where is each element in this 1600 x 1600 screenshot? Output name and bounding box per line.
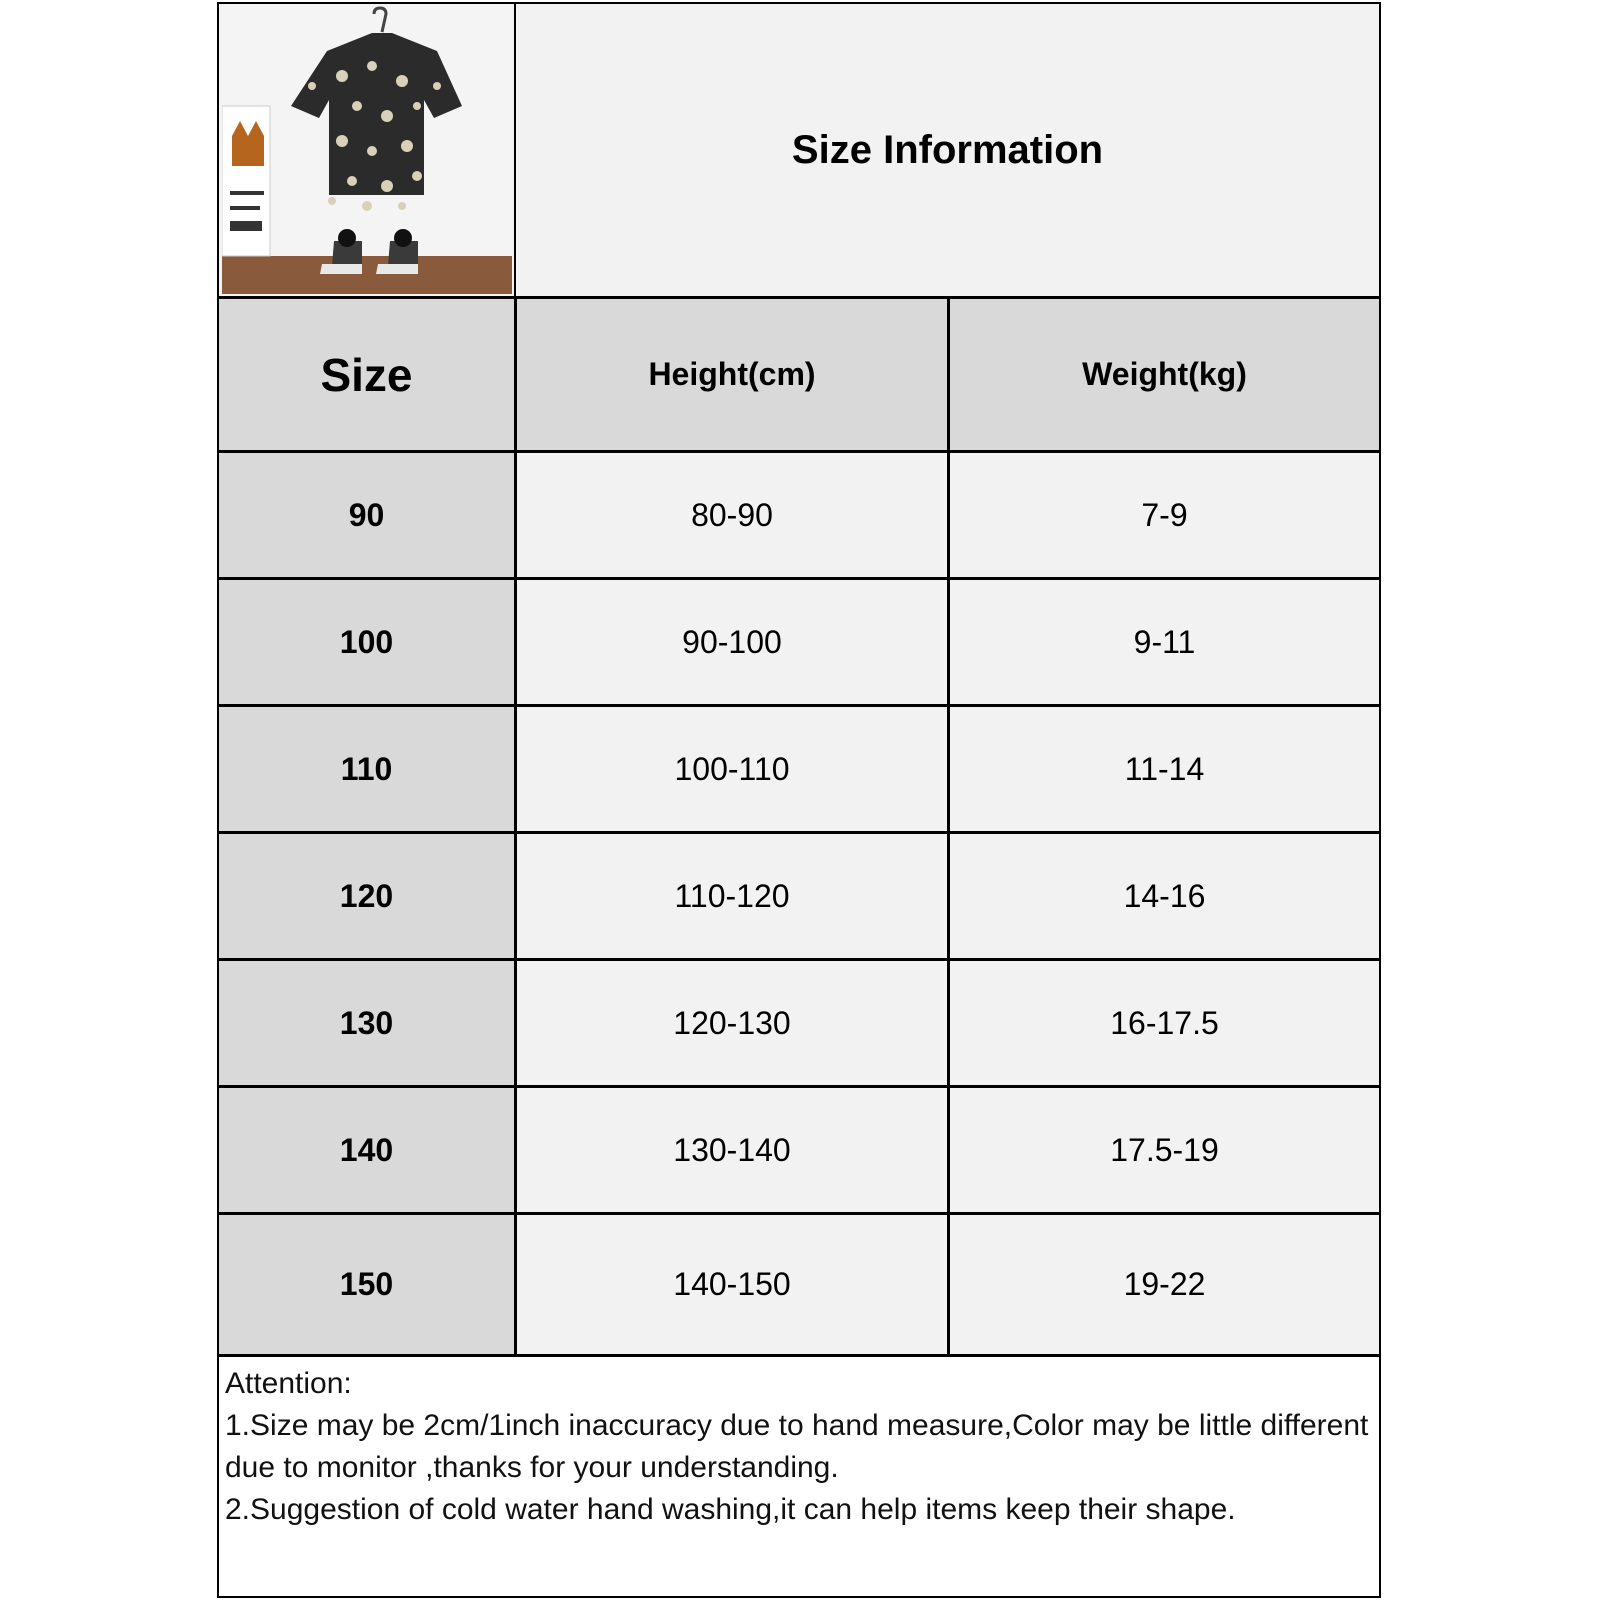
table-row-weight: 16-17.5: [947, 958, 1379, 1085]
table-row-size: 100: [219, 577, 514, 704]
attention-line-2: 2.Suggestion of cold water hand washing,it can help items keep their shape.: [225, 1493, 1236, 1526]
table-row-size: 110: [219, 704, 514, 831]
table-row-height: 110-120: [514, 831, 947, 958]
table-row-height: 90-100: [514, 577, 947, 704]
table-row-weight: 19-22: [947, 1212, 1379, 1354]
title-cell: [514, 4, 1379, 296]
table-row-weight: 14-16: [947, 831, 1379, 958]
table-row-size: 90: [219, 450, 514, 577]
table-row-size: 120: [219, 831, 514, 958]
attention-notes: [219, 1354, 1379, 1596]
header-height: [514, 296, 947, 450]
header-size: [219, 296, 514, 450]
table-row-weight: 7-9: [947, 450, 1379, 577]
attention-line-1: 1.Size may be 2cm/1inch inaccuracy due to hand measure,Color may be little different due to monitor ,thanks for your understanding.: [225, 1409, 1369, 1484]
header-weight: [947, 296, 1379, 450]
attention-heading: Attention:: [225, 1367, 352, 1400]
size-chart-sheet: [217, 2, 1381, 1598]
table-row-height: 80-90: [514, 450, 947, 577]
toddler-shirt-photo-icon: [222, 6, 512, 294]
table-row-height: 130-140: [514, 1085, 947, 1212]
table-row-size: 140: [219, 1085, 514, 1212]
product-photo: [219, 4, 514, 296]
header-size-label: Size: [320, 348, 413, 401]
table-row-weight: 17.5-19: [947, 1085, 1379, 1212]
header-height-label: Height(cm): [648, 356, 816, 392]
table-row-size: 150: [219, 1212, 514, 1354]
table-row-weight: 9-11: [947, 577, 1379, 704]
table-row-weight: 11-14: [947, 704, 1379, 831]
table-row-height: 120-130: [514, 958, 947, 1085]
table-row-size: 130: [219, 958, 514, 1085]
header-weight-label: Weight(kg): [1082, 356, 1247, 392]
page-title: Size Information: [791, 127, 1104, 172]
table-row-height: 140-150: [514, 1212, 947, 1354]
table-row-height: 100-110: [514, 704, 947, 831]
